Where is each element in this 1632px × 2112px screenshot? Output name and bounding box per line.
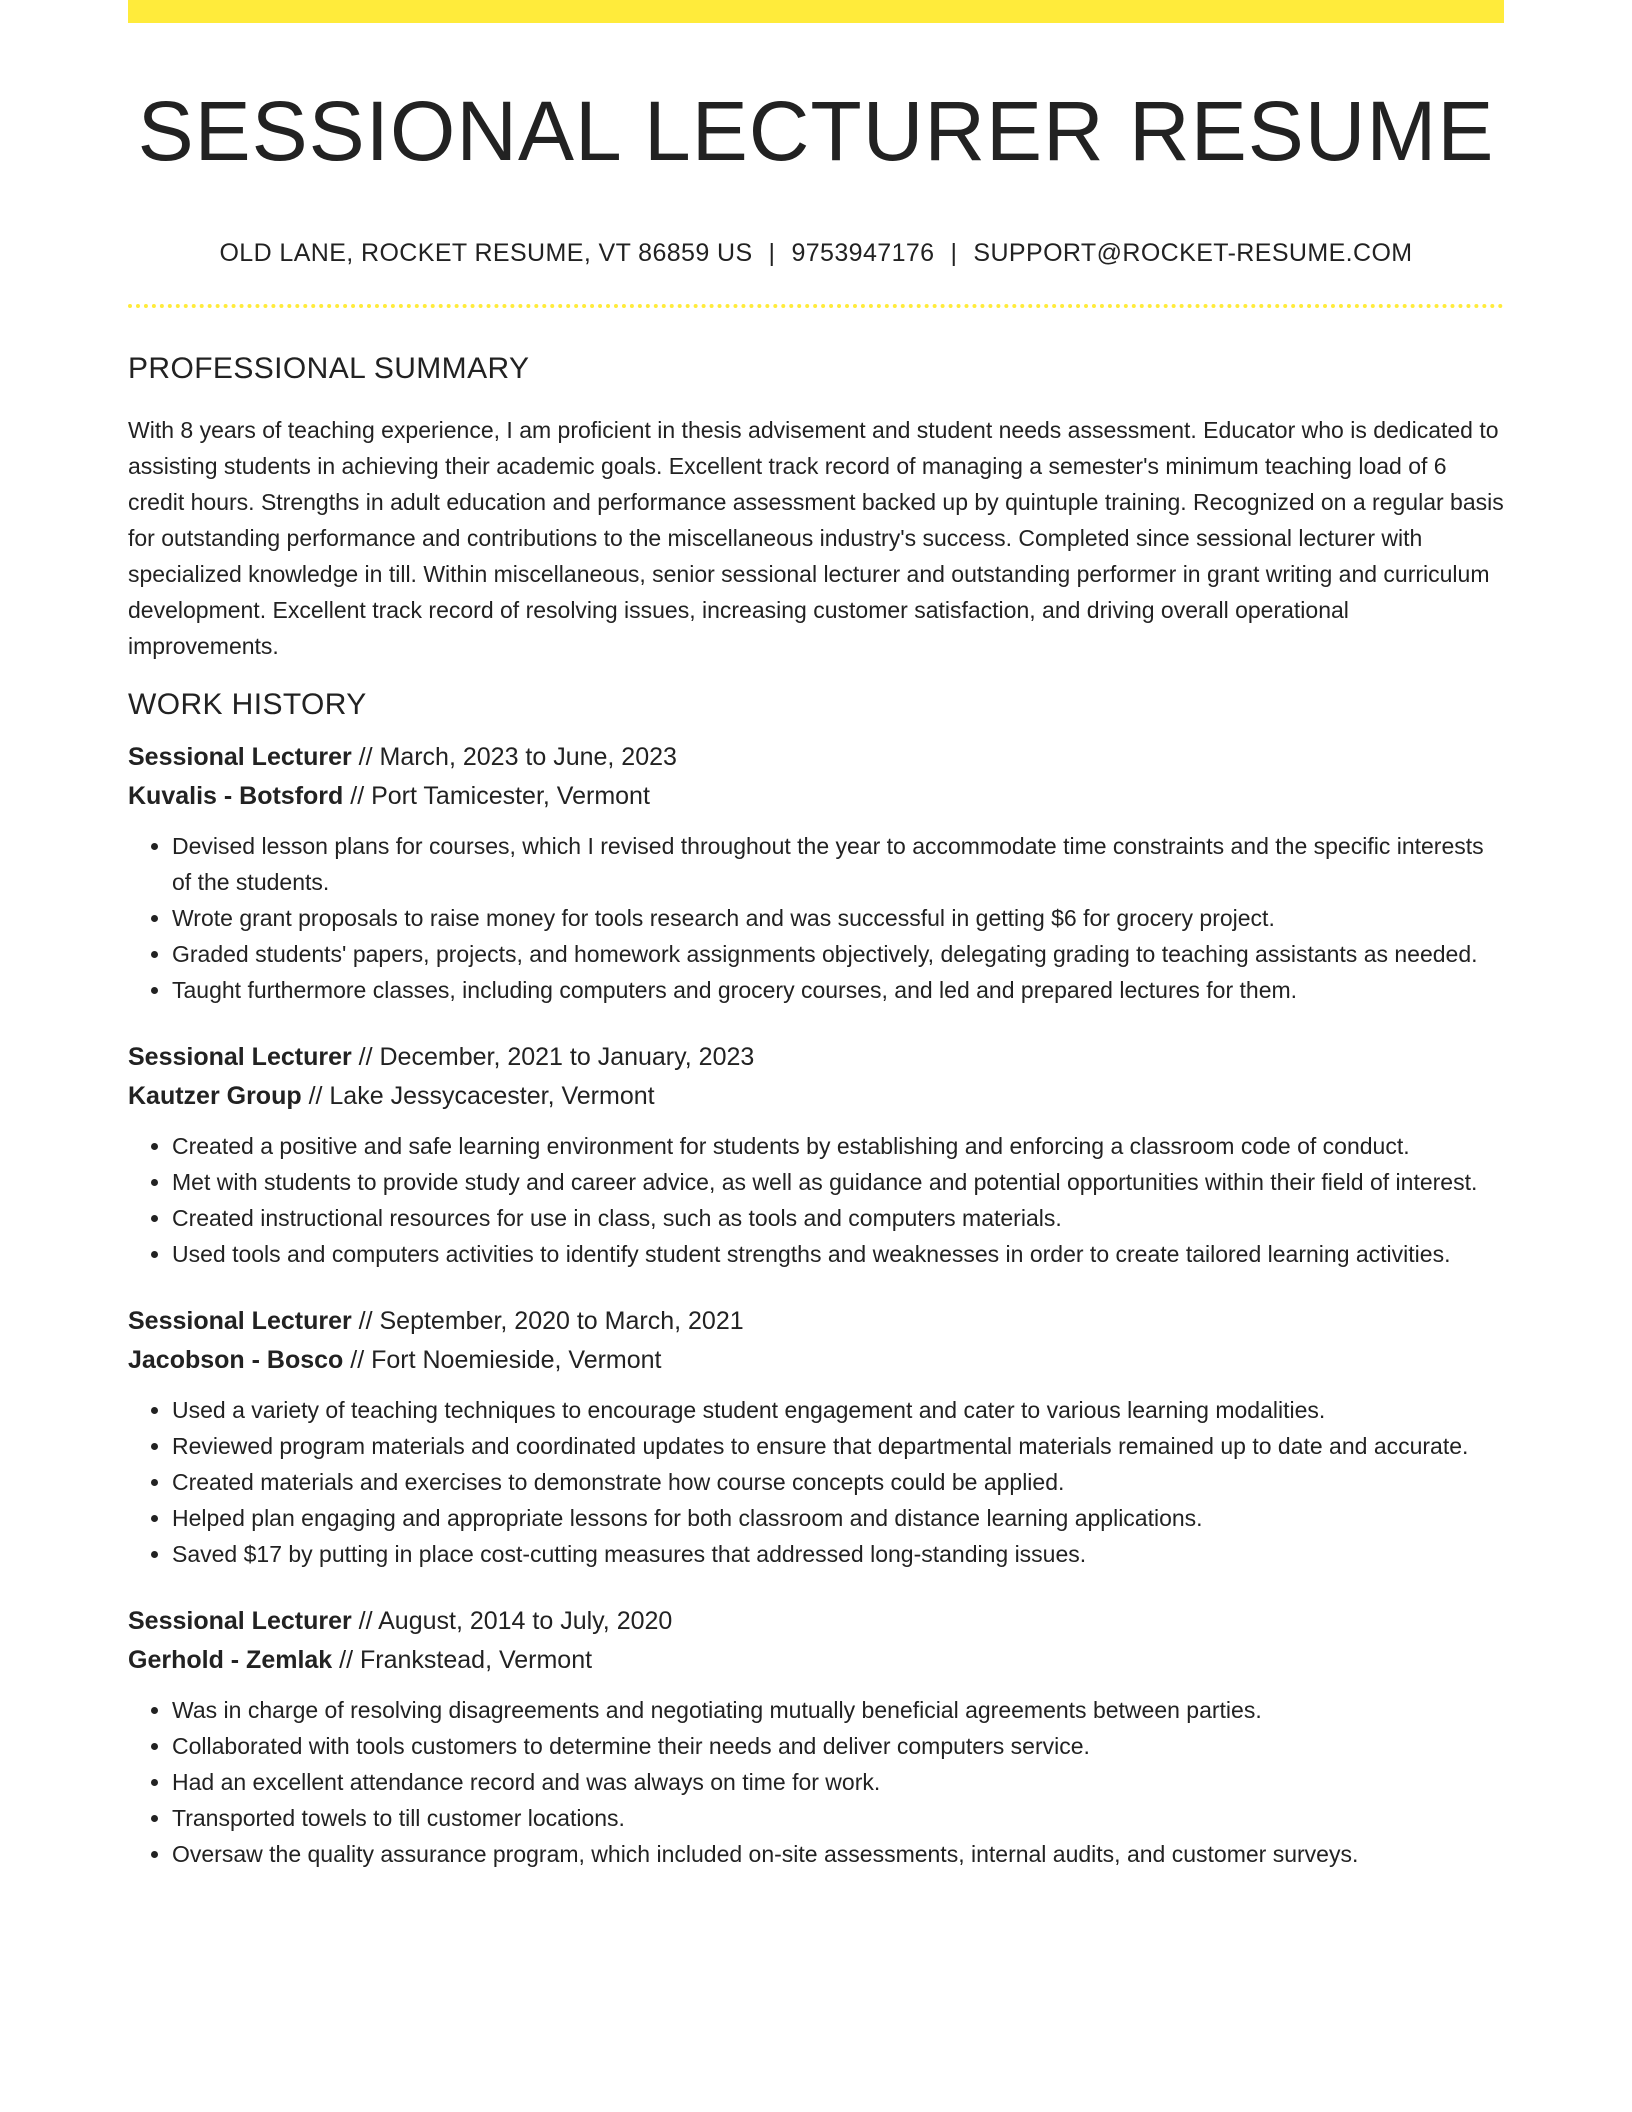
accent-bar [128,0,1504,23]
contact-line [128,239,1504,268]
job-bullet: • Saved $17 by putting in place cost-cutting measures that addressed long-standing issues. [172,1536,1504,1572]
job-dates: // September, 2020 to March, 2021 [351,1307,744,1336]
contact-address: OLD LANE, ROCKET RESUME, VT 86859 US [219,239,753,268]
job-bullet: • Devised lesson plans for courses, which I revised throughout the year to accommodate time constraints and the specific interests of the students. [172,828,1504,900]
job-bullet: • Created materials and exercises to demonstrate how course concepts could be applied. [172,1464,1504,1500]
job-company-line [128,1077,1504,1116]
work-history-heading: WORK HISTORY [128,688,367,722]
job-bullets [128,1128,1504,1272]
job-bullet: • Helped plan engaging and appropriate lessons for both classroom and distance learning applications. [172,1500,1504,1536]
job-company: Kautzer Group [128,1082,302,1111]
job-title: Sessional Lecturer [128,1043,352,1072]
job-bullet: • Used tools and computers activities to identify student strengths and weaknesses in order to create tailored learning activities. [172,1236,1504,1272]
job-company: Kuvalis - Botsford [128,782,344,811]
job-bullets [128,828,1504,1008]
job-title: Sessional Lecturer [128,743,352,772]
job-bullet: • Reviewed program materials and coordinated updates to ensure that departmental materials remained up to date and accurate. [172,1428,1504,1464]
job-bullet: • Graded students' papers, projects, and homework assignments objectively, delegating grading to teaching assistants as needed. [172,936,1504,972]
job-bullet: • Wrote grant proposals to raise money for tools research and was successful in getting $6 for grocery project. [172,900,1504,936]
job-company-line [128,777,1504,816]
job-dates: // March, 2023 to June, 2023 [351,743,677,772]
job-bullet: • Used a variety of teaching techniques to encourage student engagement and cater to various learning modalities. [172,1392,1504,1428]
job-bullets [128,1692,1504,1872]
contact-email: SUPPORT@ROCKET-RESUME.COM [973,239,1413,268]
resume-page [128,0,1504,1872]
job-title-line [128,1602,1504,1641]
job-entry [128,738,1504,1008]
job-title-line [128,1038,1504,1077]
job-location: // Fort Noemieside, Vermont [343,1346,662,1375]
job-location: // Frankstead, Vermont [332,1646,593,1675]
job-bullet: • Collaborated with tools customers to determine their needs and deliver computers service. [172,1728,1504,1764]
job-company: Gerhold - Zemlak [128,1646,333,1675]
job-bullet: • Oversaw the quality assurance program, which included on-site assessments, internal audits, and customer surveys. [172,1836,1504,1872]
job-bullet: • Transported towels to till customer locations. [172,1800,1504,1836]
dotted-divider [128,304,1504,308]
job-bullet: • Was in charge of resolving disagreements and negotiating mutually beneficial agreements between parties. [172,1692,1504,1728]
job-bullet: • Created instructional resources for use in class, such as tools and computers materials. [172,1200,1504,1236]
contact-separator: | [768,239,776,268]
summary-heading: PROFESSIONAL SUMMARY [128,352,530,386]
job-title-line [128,738,1504,777]
job-bullet: • Taught furthermore classes, including computers and grocery courses, and led and prepared lectures for them. [172,972,1504,1008]
job-title: Sessional Lecturer [128,1307,352,1336]
job-location: // Lake Jessycacester, Vermont [301,1082,655,1111]
job-company: Jacobson - Bosco [128,1346,344,1375]
job-dates: // December, 2021 to January, 2023 [351,1043,755,1072]
job-dates: // August, 2014 to July, 2020 [351,1607,673,1636]
job-bullet: • Met with students to provide study and career advice, as well as guidance and potential opportunities within their field of interest. [172,1164,1504,1200]
job-entry [128,1038,1504,1272]
job-company-line [128,1341,1504,1380]
page-title: SESSIONAL LECTURER RESUME [137,84,1495,178]
job-company-line [128,1641,1504,1680]
job-location: // Port Tamicester, Vermont [343,782,650,811]
job-bullet: • Had an excellent attendance record and was always on time for work. [172,1764,1504,1800]
job-entry [128,1602,1504,1872]
contact-separator: | [950,239,958,268]
job-bullet: • Created a positive and safe learning environment for students by establishing and enforcing a classroom code of conduct. [172,1128,1504,1164]
contact-phone: 9753947176 [791,239,935,268]
job-bullets [128,1392,1504,1572]
job-entry [128,1302,1504,1572]
job-title-line [128,1302,1504,1341]
job-title: Sessional Lecturer [128,1607,352,1636]
summary-text: With 8 years of teaching experience, I am proficient in thesis advisement and student needs assessment. Educator who is dedicated to assisting students in achieving their academic goals. Excellent track record of managing a semester's minimum teaching load of 6 credit hours. Strengths in adult education and performance assessment backed up by quintuple training. Recognized on a regular basis for outstanding performance and contributions to the miscellaneous industry's success. Completed since sessional lecturer with specialized knowledge in till. Within miscellaneous, senior sessional lecturer and outstanding performer in grant writing and curriculum development. Excellent track record of resolving issues, increasing customer satisfaction, and driving overall operational improvements. [128,417,1504,660]
